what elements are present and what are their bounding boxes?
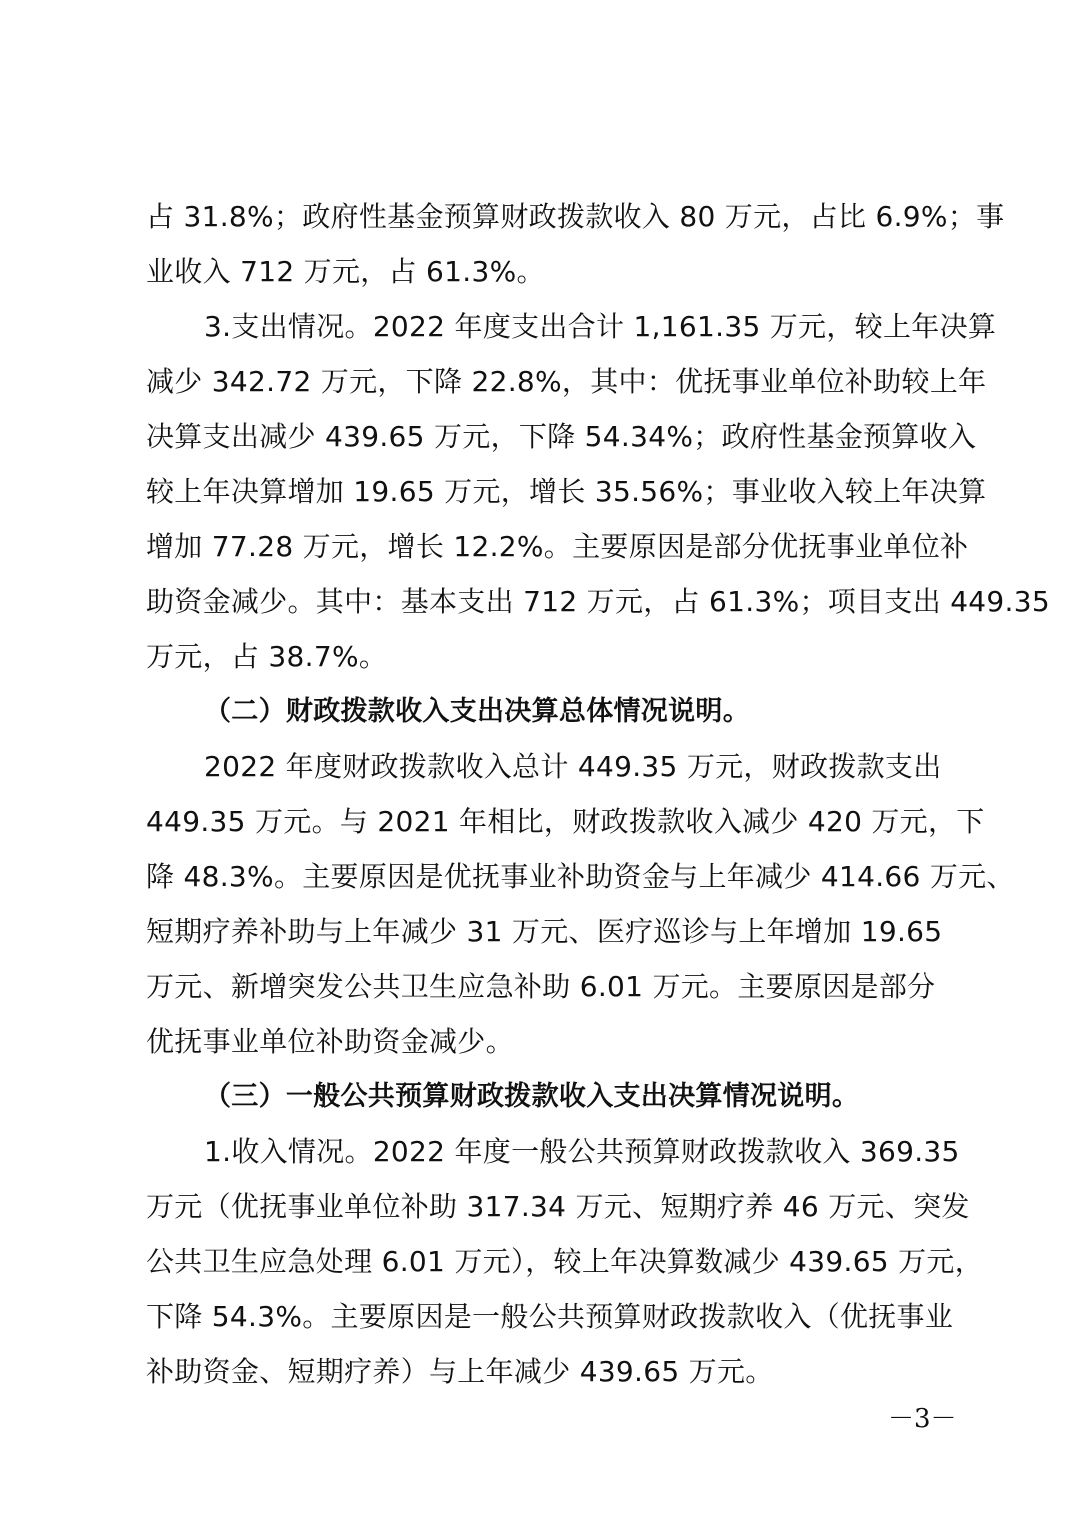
text-line: 万元，占 38.7%。: [146, 640, 388, 673]
text-line: 增加 77.28 万元，增长 12.2%。主要原因是部分优抚事业单位补: [146, 530, 969, 563]
text-line: 短期疗养补助与上年减少 31 万元、医疗巡诊与上年增加 19.65: [146, 915, 943, 948]
section-heading: （三）一般公共预算财政拨款收入支出决算情况说明。: [204, 1081, 860, 1112]
section-heading: （二）财政拨款收入支出决算总体情况说明。: [204, 696, 750, 727]
text-line: 降 48.3%。主要原因是优抚事业补助资金与上年减少 414.66 万元、: [146, 860, 1015, 893]
text-line: 补助资金、短期疗养）与上年减少 439.65 万元。: [146, 1355, 774, 1388]
text-line: 公共卫生应急处理 6.01 万元），较上年决算数减少 439.65 万元，: [146, 1245, 984, 1278]
text-line: 下降 54.3%。主要原因是一般公共预算财政拨款收入（优抚事业: [146, 1300, 954, 1333]
paragraph-start-line: 3.支出情况。2022 年度支出合计 1,161.35 万元，较上年决算: [204, 310, 997, 343]
text-line: 万元、新增突发公共卫生应急补助 6.01 万元。主要原因是部分: [146, 970, 936, 1003]
text-line: 万元（优抚事业单位补助 317.34 万元、短期疗养 46 万元、突发: [146, 1190, 970, 1223]
text-line: 较上年决算增加 19.65 万元，增长 35.56%；事业收入较上年决算: [146, 475, 987, 508]
text-line: 业收入 712 万元，占 61.3%。: [146, 255, 545, 288]
paragraph-start-line: 1.收入情况。2022 年度一般公共预算财政拨款收入 369.35: [204, 1135, 960, 1168]
text-line: 减少 342.72 万元，下降 22.8%，其中：优抚事业单位补助较上年: [146, 365, 987, 398]
document-body: [146, 189, 1050, 1399]
text-line: 助资金减少。其中：基本支出 712 万元，占 61.3%；项目支出 449.35: [146, 585, 1050, 618]
text-line: 占 31.8%；政府性基金预算财政拨款收入 80 万元，占比 6.9%；事: [146, 200, 1005, 233]
text-line: 优抚事业单位补助资金减少。: [146, 1025, 514, 1058]
page-number: －3－: [888, 1404, 957, 1434]
text-line: 449.35 万元。与 2021 年相比，财政拨款收入减少 420 万元，下: [146, 805, 985, 838]
paragraph-start-line: 2022 年度财政拨款收入总计 449.35 万元，财政拨款支出: [204, 750, 942, 783]
text-line: 决算支出减少 439.65 万元，下降 54.34%；政府性基金预算收入: [146, 420, 977, 453]
